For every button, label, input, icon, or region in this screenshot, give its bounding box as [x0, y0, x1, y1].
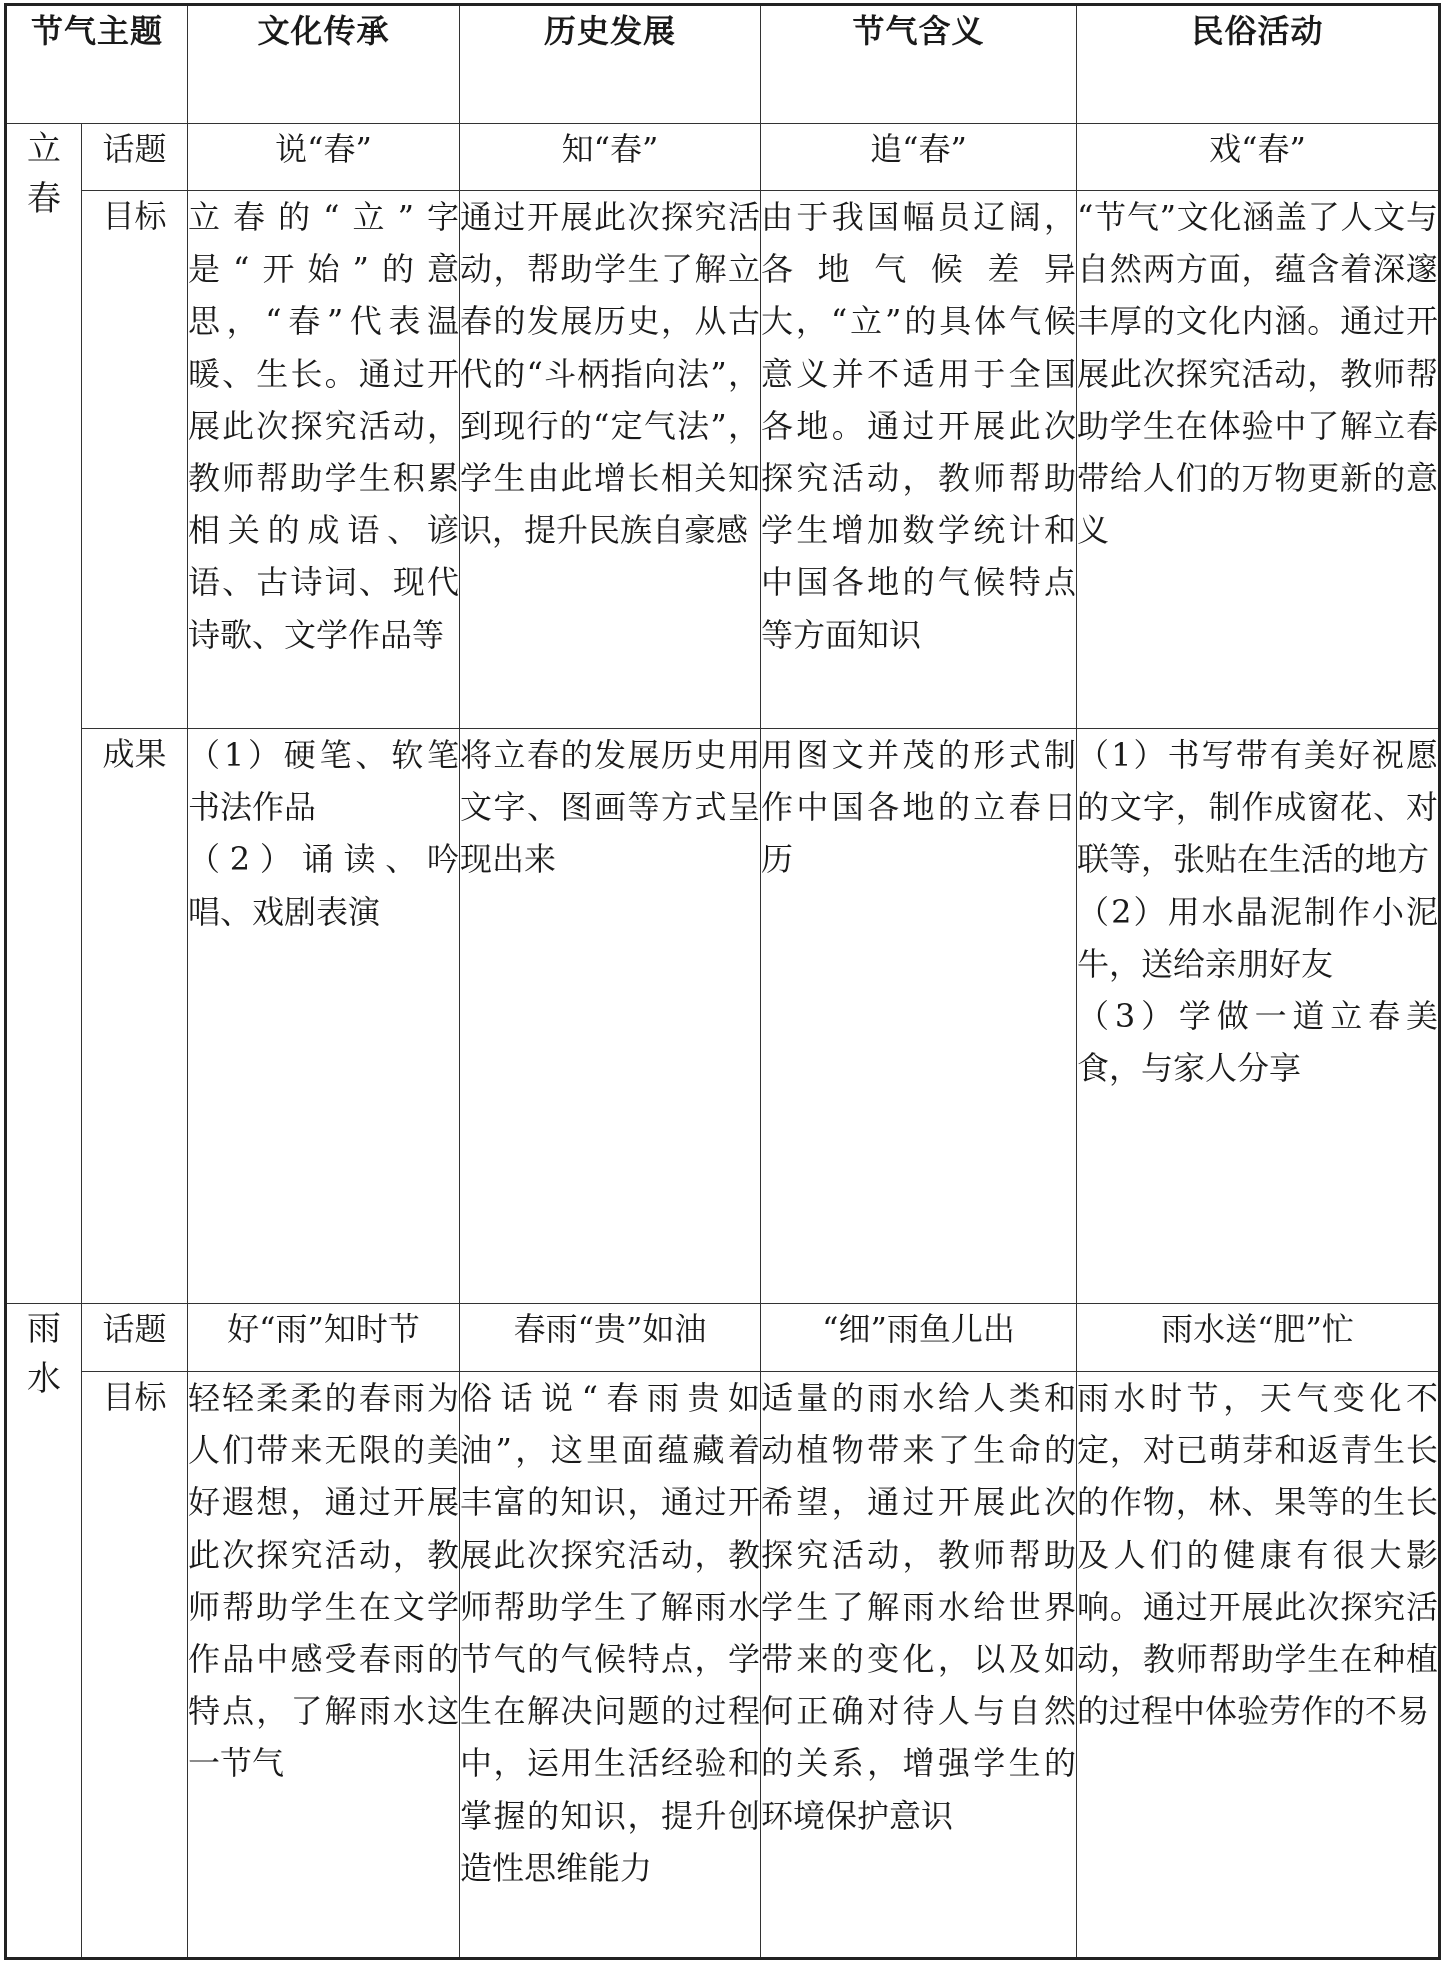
table-row	[6, 124, 1440, 191]
goal-cell: “节气”文化涵盖了人文与自然两方面，蕴含着深邃丰厚的文化内涵。通过开展此次探究活动，教师帮助学生在体验中了解立春带给人们的万物更新的意义	[1077, 191, 1440, 729]
goal-cell: 由于我国幅员辽阔，各地气候差异大，“立”的具体气候意义并不适用于全国各地。通过开展此次探究活动，教师帮助学生增加数学统计和中国各地的气候特点等方面知识	[761, 191, 1077, 729]
topic-cell: 春雨“贵”如油	[460, 1304, 761, 1372]
table-row	[6, 1372, 1440, 1959]
topic-cell: 雨水送“肥”忙	[1077, 1304, 1440, 1372]
term-name: 立春	[27, 129, 61, 219]
table-row	[6, 729, 1440, 1304]
row-label: 话题	[82, 124, 188, 191]
term-lichun	[6, 124, 82, 1304]
row-label: 目标	[82, 191, 188, 729]
header-theme: 节气主题	[6, 5, 188, 124]
goal-cell: 轻轻柔柔的春雨为人们带来无限的美好遐想，通过开展此次探究活动，教师帮助学生在文学作品中感受春雨的特点，了解雨水这一节气	[188, 1372, 460, 1959]
goal-cell: 通过开展此次探究活动，帮助学生了解立春的发展历史，从古代的“斗柄指向法”，到现行的“定气法”，学生由此增长相关知识，提升民族自豪感	[460, 191, 761, 729]
result-cell: 将立春的发展历史用文字、图画等方式呈现出来	[460, 729, 761, 1304]
header-row	[6, 5, 1440, 124]
topic-cell: 戏“春”	[1077, 124, 1440, 191]
result-cell: 用图文并茂的形式制作中国各地的立春日历	[761, 729, 1077, 1304]
header-history: 历史发展	[460, 5, 761, 124]
solar-term-table	[4, 3, 1441, 1960]
goal-cell: 雨水时节，天气变化不定，对已萌芽和返青生长的作物，林、果等的生长及人们的健康有很大影响。通过开展此次探究活动，教师帮助学生在种植的过程中体验劳作的不易	[1077, 1372, 1440, 1959]
topic-cell: 好“雨”知时节	[188, 1304, 460, 1372]
row-label: 目标	[82, 1372, 188, 1959]
topic-cell: “细”雨鱼儿出	[761, 1304, 1077, 1372]
goal-cell: 适量的雨水给人类和动植物带来了生命的希望，通过开展此次探究活动，教师帮助学生了解雨水给世界带来的变化，以及如何正确对待人与自然的关系，增强学生的环境保护意识	[761, 1372, 1077, 1959]
topic-cell: 说“春”	[188, 124, 460, 191]
topic-cell: 知“春”	[460, 124, 761, 191]
result-cell: （1）书写带有美好祝愿的文字，制作成窗花、对联等，张贴在生活的地方 （2）用水晶泥制作小泥牛，送给亲朋好友 （3）学做一道立春美食，与家人分享	[1077, 729, 1440, 1304]
topic-cell: 追“春”	[761, 124, 1077, 191]
table-row	[6, 1304, 1440, 1372]
goal-cell: 俗话说“春雨贵如油”，这里面蕴藏着丰富的知识，通过开展此次探究活动，教师帮助学生了解雨水节气的气候特点，学生在解决问题的过程中，运用生活经验和掌握的知识，提升创造性思维能力	[460, 1372, 761, 1959]
header-culture: 文化传承	[188, 5, 460, 124]
goal-cell: 立春的“立”字是“开始”的意思，“春”代表温暖、生长。通过开展此次探究活动，教师帮助学生积累相关的成语、谚语、古诗词、现代诗歌、文学作品等	[188, 191, 460, 729]
header-meaning: 节气含义	[761, 5, 1077, 124]
row-label: 话题	[82, 1304, 188, 1372]
row-label: 成果	[82, 729, 188, 1304]
result-cell: （1）硬笔、软笔书法作品 （2）诵读、吟唱、戏剧表演	[188, 729, 460, 1304]
header-customs: 民俗活动	[1077, 5, 1440, 124]
term-yushui	[6, 1304, 82, 1959]
table-row	[6, 191, 1440, 729]
term-name: 雨水	[27, 1309, 61, 1399]
